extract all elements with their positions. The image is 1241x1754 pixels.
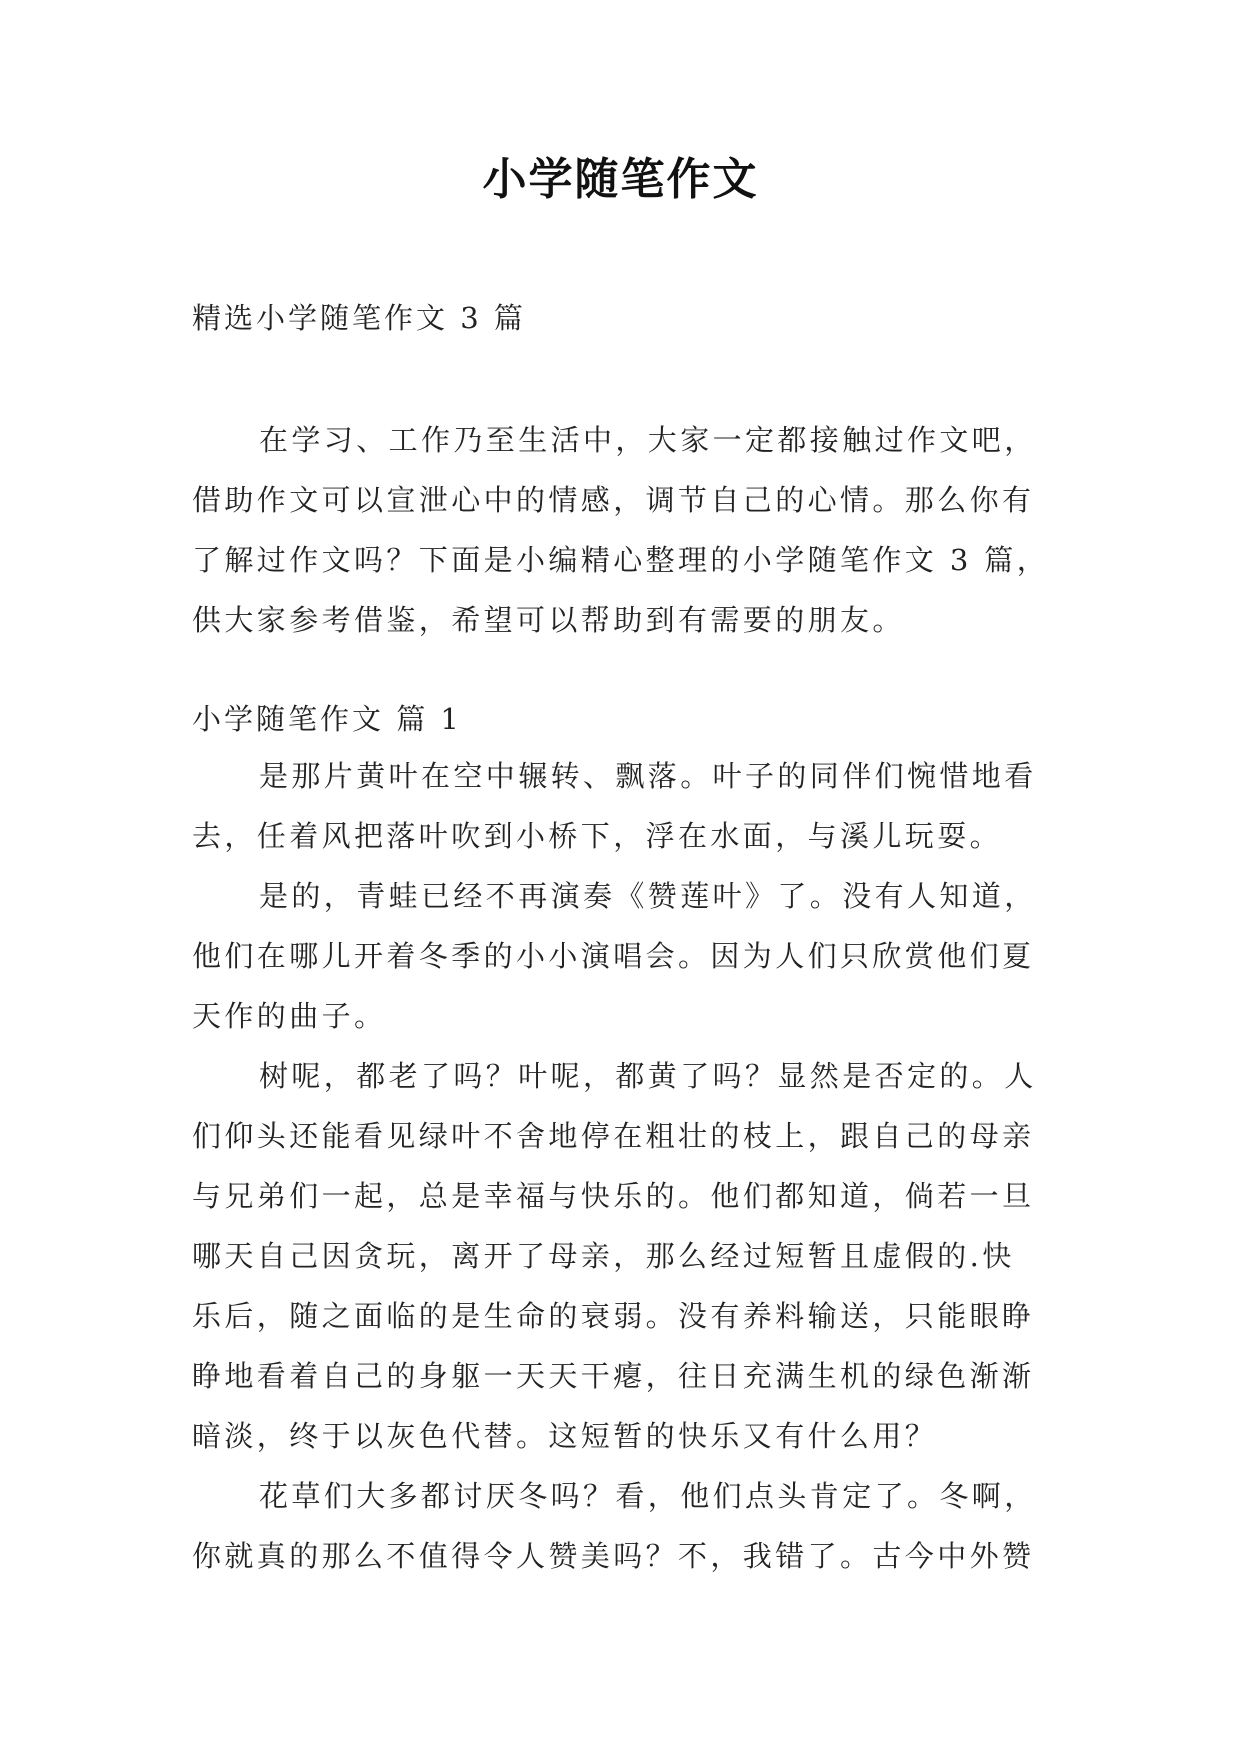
text-line: 暗淡，终于以灰色代替。这短暂的快乐又有什么用？ bbox=[192, 1419, 938, 1453]
text-line: 是的，青蛙已经不再演奏《赞莲叶》了。没有人知道， bbox=[259, 879, 1037, 913]
page-title: 小学随笔作文 bbox=[482, 154, 759, 205]
text-line: 供大家参考借鉴，希望可以帮助到有需要的朋友。 bbox=[192, 603, 905, 637]
text-line: 他们在哪儿开着冬季的小小演唱会。因为人们只欣赏他们夏 bbox=[192, 939, 1035, 973]
text-line: 睁地看着自己的身躯一天天干瘪，往日充满生机的绿色渐渐 bbox=[192, 1359, 1035, 1393]
body-text bbox=[192, 746, 1067, 1586]
text-line: 在学习、工作乃至生活中，大家一定都接触过作文吧， bbox=[259, 423, 1037, 457]
text-line: 乐后，随之面临的是生命的衰弱。没有养料输送，只能眼睁 bbox=[192, 1299, 1035, 1333]
text-line: 天作的曲子。 bbox=[192, 999, 387, 1033]
intro-paragraph bbox=[192, 410, 1067, 650]
text-line: 了解过作文吗？下面是小编精心整理的小学随笔作文 3 篇， bbox=[192, 543, 1050, 577]
text-line: 去，任着风把落叶吹到小桥下，浮在水面，与溪儿玩耍。 bbox=[192, 819, 1003, 853]
text-line: 们仰头还能看见绿叶不舍地停在粗壮的枝上，跟自己的母亲 bbox=[192, 1119, 1035, 1153]
text-line: 花草们大多都讨厌冬吗？看，他们点头肯定了。冬啊， bbox=[259, 1479, 1037, 1513]
text-line: 树呢，都老了吗？叶呢，都黄了吗？显然是否定的。人 bbox=[259, 1059, 1037, 1093]
section-heading: 小学随笔作文 篇 1 bbox=[192, 702, 462, 736]
subtitle: 精选小学随笔作文 3 篇 bbox=[192, 301, 526, 335]
text-line: 是那片黄叶在空中辗转、飘落。叶子的同伴们惋惜地看 bbox=[259, 759, 1037, 793]
text-line: 与兄弟们一起，总是幸福与快乐的。他们都知道，倘若一旦 bbox=[192, 1179, 1035, 1213]
text-line: 哪天自己因贪玩，离开了母亲，那么经过短暂且虚假的.快 bbox=[192, 1239, 1015, 1273]
text-line: 你就真的那么不值得令人赞美吗？不，我错了。古今中外赞 bbox=[192, 1539, 1035, 1573]
text-line: 借助作文可以宣泄心中的情感，调节自己的心情。那么你有 bbox=[192, 483, 1035, 517]
